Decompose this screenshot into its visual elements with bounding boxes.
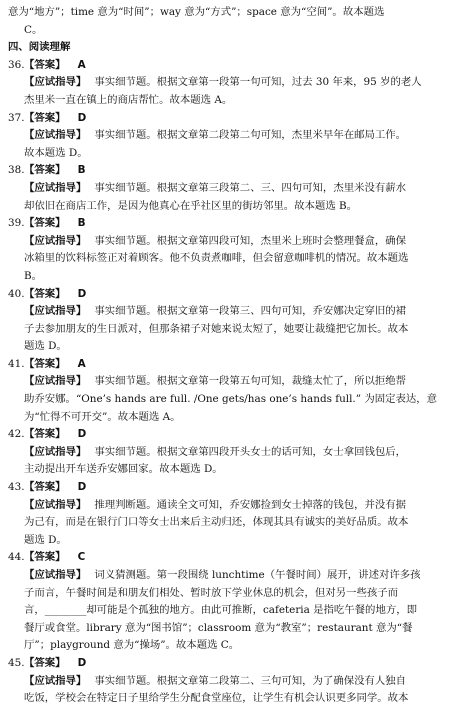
explanation-line (8, 303, 458, 321)
question-block (8, 655, 458, 708)
answer-letter: D (77, 111, 87, 124)
answer-letter: A (77, 58, 86, 71)
answer-row (8, 57, 458, 75)
explanation-line (8, 567, 458, 585)
question-number: 38. (8, 164, 25, 177)
answer-label: 【答案】 (24, 164, 66, 177)
explanation-line (8, 444, 458, 462)
explanation-line: 吃饭，学校会在特定日子里给学生分配食堂座位，让学生有机会认识更多同学。故本 (24, 692, 409, 705)
question-block (8, 286, 458, 356)
explanation-line: 主动提出开车送乔安娜回家。故本题选 D。 (24, 463, 223, 476)
guide-label: 【应试指导】 (24, 181, 87, 194)
answer-row (8, 426, 458, 444)
explanation-text: 事实细节题。根据文章第四段开头女士的话可知，女士拿回钱包后， (94, 445, 407, 458)
guide-label: 【应试指导】 (24, 674, 87, 687)
question-number: 37. (8, 111, 25, 124)
explanation-text: 事实细节题。根据文章第一段第三、四句可知，乔安娜决定穿旧的裙 (94, 305, 407, 318)
guide-label: 【应试指导】 (24, 569, 87, 581)
answer-row (8, 356, 458, 374)
question-number: 39. (8, 217, 25, 230)
question-number: 45. (8, 656, 25, 669)
explanation-line: 故本题选 D。 (24, 146, 88, 159)
explanation-line: 为己有，而是在银行门口等女士出来后主动归还，体现其具有诚实的美好品质。故本 (24, 516, 409, 529)
answer-letter: D (77, 656, 87, 669)
question-number: 43. (8, 481, 25, 494)
answer-label: 【答案】 (24, 287, 66, 300)
question-number: 42. (8, 428, 25, 441)
explanation-line: 餐厅或食堂。library 意为“图书馆”；classroom 意为“教室”；restaurant 意为“餐 (24, 621, 413, 634)
explanation-line: 助乔安娜。“One’s hands are full. /One gets/has one’s hands full.” 为固定表达，意 (24, 393, 438, 406)
question-number: 41. (8, 357, 25, 370)
question-block (8, 215, 458, 285)
guide-label: 【应试指导】 (24, 234, 87, 247)
guide-label: 【应试指导】 (24, 445, 87, 458)
section-heading: 四、阅读理解 (8, 41, 71, 54)
question-block (8, 356, 458, 426)
answer-label: 【答案】 (24, 428, 66, 441)
answer-label: 【答案】 (24, 656, 66, 669)
explanation-line: 言，________却可能是个孤独的地方。由此可推断，cafeteria 是指吃午餐的地方，即 (24, 604, 418, 617)
explanation-line: 厅”；playground 意为“操场”。故本题选 C。 (24, 639, 240, 652)
question-block (8, 57, 458, 110)
explanation-text: 词义猜测题。第一段围绕 lunchtime（午餐时间）展开，讲述对许多孩 (94, 569, 421, 581)
explanation-line (8, 233, 458, 251)
answer-letter: D (77, 287, 87, 300)
answer-label: 【答案】 (24, 58, 66, 71)
explanation-line (8, 673, 458, 691)
answer-row (8, 110, 458, 128)
explanation-text: 事实细节题。根据文章第二段第二、三句可知，为了确保没有人独自 (94, 674, 407, 687)
intro-line: 意为“地方”；time 意为“时间”；way 意为“方式”；space 意为“空间”。故本题选 (8, 6, 385, 18)
explanation-line (8, 180, 458, 198)
explanation-text: 事实细节题。根据文章第一段第五句可知，裁缝太忙了，所以拒绝帮 (94, 375, 407, 388)
explanation-line: 题选 D。 (24, 533, 67, 546)
explanation-text: 事实细节题。根据文章第二段第二句可知，杰里米早年在邮局工作。 (94, 129, 407, 142)
explanation-text: 事实细节题。根据文章第一段第一句可知，过去 30 年来，95 岁的老人 (94, 76, 422, 89)
answer-row (8, 162, 458, 180)
explanation-line: 题选 D。 (24, 340, 67, 353)
answer-label: 【答案】 (24, 217, 66, 230)
answer-row (8, 655, 458, 673)
answer-row (8, 215, 458, 233)
explanation-line: 为“忙得不可开交”。故本题选 A。 (24, 410, 181, 423)
guide-label: 【应试指导】 (24, 76, 87, 89)
question-number: 44. (8, 551, 25, 564)
question-list (8, 57, 458, 708)
explanation-text: 事实细节题。根据文章第四段可知，杰里米上班时会整理餐盒，确保 (94, 234, 407, 247)
question-block (8, 162, 458, 215)
guide-label: 【应试指导】 (24, 375, 87, 388)
intro-line: C。 (24, 23, 43, 36)
answer-row (8, 479, 458, 497)
explanation-line: 子而言，午餐时间是和朋友们相处、暂时放下学业休息的机会，但对另一些孩子而 (24, 586, 399, 599)
explanation-line (8, 127, 458, 145)
answer-label: 【答案】 (24, 551, 66, 564)
guide-label: 【应试指导】 (24, 129, 87, 142)
explanation-line (8, 497, 458, 515)
question-block (8, 426, 458, 479)
answer-row (8, 286, 458, 304)
explanation-line (8, 373, 458, 391)
question-number: 40. (8, 287, 25, 300)
answer-label: 【答案】 (24, 111, 66, 124)
explanation-line: B。 (24, 269, 43, 282)
explanation-line: 杰里米一直在镇上的商店帮忙。故本题选 A。 (24, 93, 233, 106)
explanation-line: 却依旧在商店工作，是因为他真心在乎社区里的街坊邻里。故本题选 B。 (24, 199, 358, 212)
answer-letter: B (77, 164, 86, 177)
question-number: 36. (8, 58, 25, 71)
question-block (8, 479, 458, 549)
question-block (8, 549, 458, 655)
answer-letter: D (77, 428, 87, 441)
answer-letter: C (77, 551, 86, 564)
explanation-text: 推理判断题。通读全文可知，乔安娜捡到女士掉落的钱包，并没有据 (94, 498, 407, 511)
guide-label: 【应试指导】 (24, 305, 87, 318)
answer-label: 【答案】 (24, 481, 66, 494)
answer-row (8, 549, 458, 567)
answer-letter: A (77, 357, 86, 370)
explanation-line: 冰箱里的饮料标签正对着顾客。他不负责煮咖啡，但会留意咖啡机的情况。故本题选 (24, 252, 409, 265)
explanation-line: 子去参加朋友的生日派对，但那条裙子对她来说太短了，她要让裁缝把它加长。故本 (24, 322, 409, 335)
answer-letter: B (77, 217, 86, 230)
answer-label: 【答案】 (24, 357, 66, 370)
explanation-line (8, 74, 458, 92)
question-block (8, 110, 458, 163)
explanation-text: 事实细节题。根据文章第三段第二、三、四句可知，杰里米没有薪水 (94, 181, 407, 194)
answer-letter: D (77, 481, 87, 494)
guide-label: 【应试指导】 (24, 498, 87, 511)
